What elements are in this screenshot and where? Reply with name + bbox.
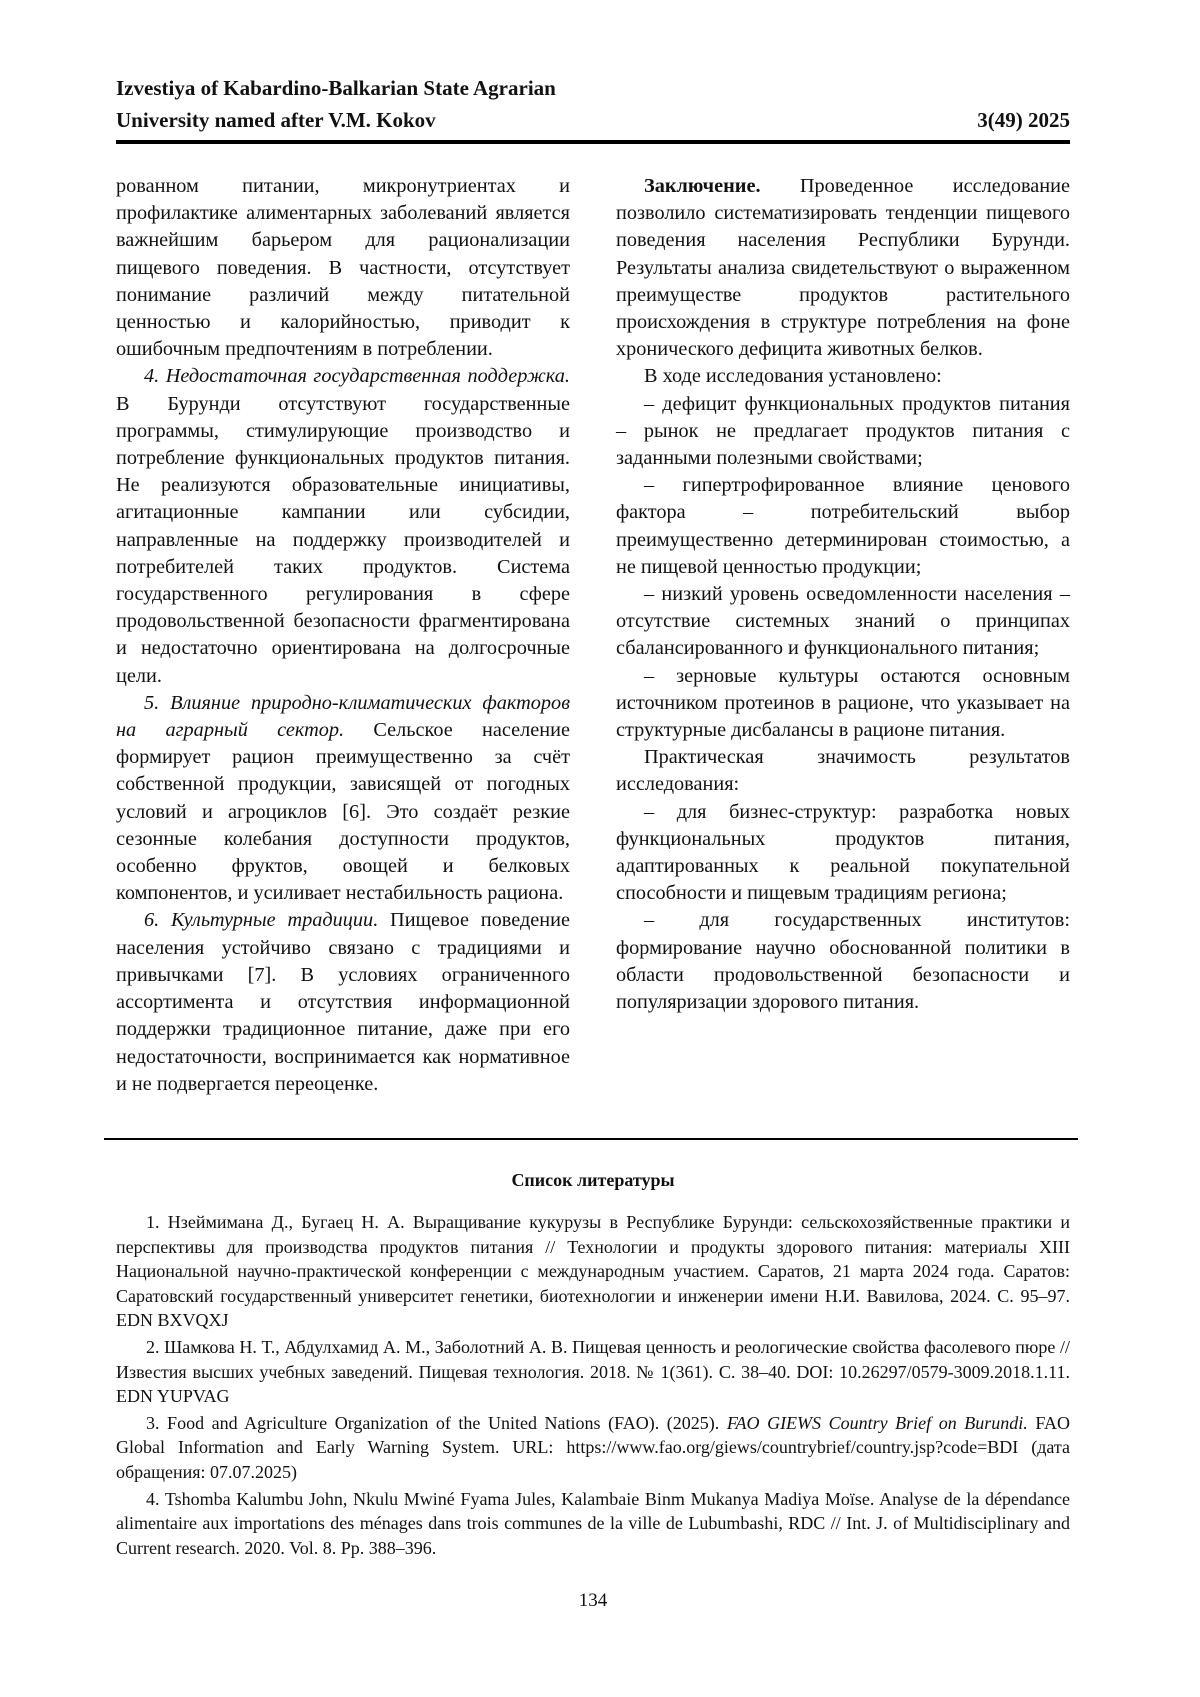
paragraph-cultural-traditions — [116, 907, 570, 1097]
reference-text: 3. Food and Agriculture Organization of the United Nations (FAO). (2025). — [146, 1412, 727, 1433]
reference-item: 1. Нзеймимана Д., Бугаец Н. А. Выращивание кукурузы в Республике Бурунди: сельскохозяйственные практики и перспективы для производства продуктов питания // Технологии и продукты здорового питания: материалы XIII Национальной научно-практической конференции с международным участием. Саратов, 21 марта 2024 года. Саратов: Саратовский государственный университет генетики, биотехнологии и инженерии имени Н.И. Вавилова, 2024. С. 95–97. EDN BXVQXJ — [116, 1212, 1070, 1331]
reference-item: 2. Шамкова Н. Т., Абдулхамид А. М., Заболотний А. В. Пищевая ценность и реологические свойства фасолевого пюре // Известия высших учебных заведений. Пищевая технология. 2018. № 1(361). С. 38–40. DOI: 10.26297/0579-3009.2018.1.11. EDN YUPVAG — [116, 1336, 1070, 1407]
right-column — [616, 173, 1070, 1016]
issue-number: 3(49) 2025 — [977, 108, 1070, 132]
text-conclusion: Проведенное исследование позволило систематизировать тенденции пищевого поведения населения Республики Бурунди. Результаты анализа свидетельствуют о выраженном преимуществе продуктов растительного происхождения в структуре потребления на фоне хронического дефицита животных белков. — [616, 175, 1070, 361]
references-rule — [104, 1138, 1078, 1140]
finding-item: – низкий уровень осведомленности населения – отсутствие системных знаний о принципах сбалансированного и функционального питания; — [616, 583, 1070, 660]
text-climate-factors: Сельское население формирует рацион преимущественно за счёт собственной продукции, зависящей от погодных условий и агроциклов [6]. Это создаёт резкие сезонные колебания доступности продуктов, особенно фруктов, овощей и белковых компонентов, и усиливает нестабильность рациона. — [116, 719, 570, 905]
heading-conclusion: Заключение. — [644, 175, 761, 197]
header-rule — [116, 140, 1070, 144]
significance-intro: Практическая значимость результатов исследования: — [616, 746, 1070, 796]
journal-name-line2: University named after V.M. Kokov — [116, 108, 436, 132]
reference-text: FAO Global Information and Early Warning System. URL: https://www.fao.org/giews/countrybrief/country.jsp?code=BDI (дата обращения: 07.07.2025) — [116, 1412, 1070, 1482]
left-column — [116, 173, 570, 1098]
heading-climate-factors: 5. Влияние природно-климатических факторов на аграрный сектор. — [116, 691, 570, 742]
heading-state-support: 4. Недостаточная государственная поддержка. — [144, 365, 570, 388]
references-list — [116, 1210, 1070, 1562]
paragraph-state-support — [116, 363, 570, 689]
page-number: 134 — [578, 1590, 608, 1611]
journal-name-line1: Izvestiya of Kabardino-Balkarian State Agrarian — [116, 76, 556, 100]
text-cultural-traditions: Пищевое поведение населения устойчиво связано с традициями и привычками [7]. В условиях ограниченного ассортимента и отсутствия информационной поддержки традиционное питание, даже при его недостаточности, воспринимается как нормативное и не подвергается переоценке. — [116, 909, 570, 1095]
heading-cultural-traditions: 6. Культурные традиции. — [144, 909, 379, 932]
header-line2 — [116, 104, 1070, 136]
text-state-support: В Бурунди отсутствуют государственные программы, стимулирующие производство и потребление функциональных продуктов питания. Не реализуются образовательные инициативы, агитационные кампании или субсидии, направленные на поддержку производителей и потребителей таких продуктов. Система государственного регулирования в сфере продовольственной безопасности фрагментирована и недостаточно ориентирована на долгосрочные цели. — [116, 392, 570, 687]
significance-item: – для бизнес-структур: разработка новых функциональных продуктов питания, адаптированных к реальной покупательной способности и пищевым традициям региона; — [616, 800, 1070, 905]
reference-source-title: FAO GIEWS Country Brief on Burundi. — [726, 1412, 1028, 1433]
paragraph-climate-factors — [116, 690, 570, 908]
finding-item: – зерновые культуры остаются основным источником протеинов в рационе, что указывает на структурные дисбалансы в рационе питания. — [616, 664, 1070, 742]
findings-intro: В ходе исследования установлено: — [644, 365, 942, 388]
finding-item: – гипертрофированное влияние ценового фактора – потребительский выбор преимущественно детерминирован стоимостью, а не пищевой ценностью продукции; — [616, 474, 1070, 578]
reference-item: 4. Tshomba Kalumbu John, Nkulu Mwiné Fyama Jules, Kalambaie Binm Mukanya Madiya Moïse. Analyse de la dépendance alimentaire aux importations des ménages dans trois communes de la ville de Lubumbashi, RDC // Int. J. of Multidisciplinary and Current research. 2020. Vol. 8. Pp. 388–396. — [116, 1488, 1070, 1558]
significance-item: – для государственных институтов: формирование научно обоснованной политики в области продовольственной безопасности и популяризации здорового питания. — [616, 909, 1070, 1014]
references-title: Список литературы — [511, 1170, 675, 1190]
finding-item: – дефицит функциональных продуктов питания – рынок не предлагает продуктов питания с заданными полезными свойствами; — [616, 392, 1070, 470]
running-header — [116, 72, 1070, 136]
reference-item — [116, 1411, 1070, 1485]
paragraph-continuation: рованном питании, микронутриентах и профилактике алиментарных заболеваний является важнейшим барьером для рационализации пищевого поведения. В частности, отсутствует понимание различий между питательной ценностью и калорийностью, приводит к ошибочным предпочтениям в потреблении. — [116, 175, 570, 361]
paragraph-conclusion — [616, 173, 1070, 363]
